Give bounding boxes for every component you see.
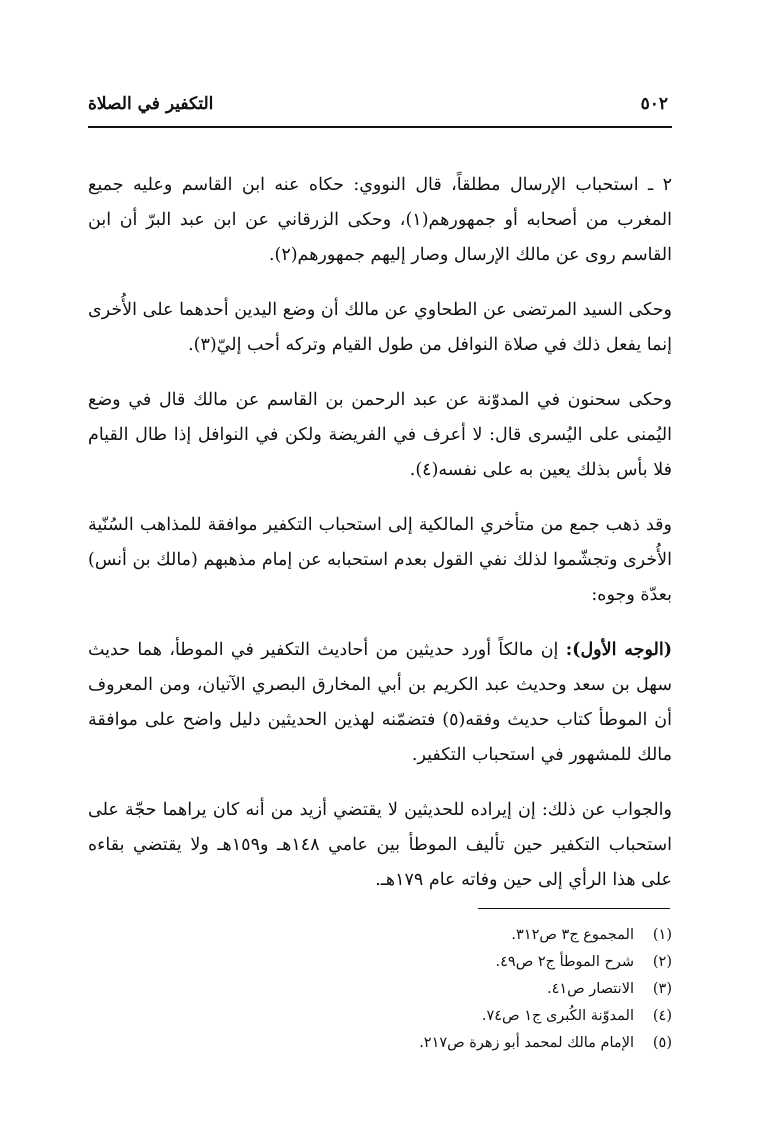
footnote-text: الانتصار ص٤١. bbox=[546, 981, 634, 997]
main-text bbox=[88, 168, 672, 918]
paragraph bbox=[88, 633, 672, 773]
footnote-number: (٢) bbox=[652, 954, 672, 970]
footnote-text: المجموع ج٣ ص٣١٢. bbox=[511, 927, 634, 943]
paragraph: والجواب عن ذلك: إن إيراده للحديثين لا يقتضي أزيد من أنه كان يراهما حجّة على استحباب التكفير حين تأليف الموطأ بين عامي ١٤٨هـ و١٥٩هـ ولا يقتضي بقاءه على هذا الرأي إلى حين وفاته عام ١٧٩هـ. bbox=[88, 800, 672, 890]
footnote-number: (١) bbox=[652, 927, 672, 943]
footnote-number: (٣) bbox=[652, 981, 672, 997]
footnote bbox=[88, 922, 672, 949]
paragraph: وحكى السيد المرتضى عن الطحاوي عن مالك أن وضع اليدين أحدهما على الأُخرى إنما يفعل ذلك في صلاة النوافل من طول القيام وتركه أحب إليّ(٣). bbox=[88, 300, 672, 355]
running-title: التكفير في الصلاة bbox=[88, 94, 214, 114]
footnote-number: (٤) bbox=[652, 1008, 672, 1024]
footnotes bbox=[88, 922, 672, 1057]
footnote-text: شرح الموطأ ج٢ ص٤٩. bbox=[495, 954, 634, 970]
footnote bbox=[88, 1030, 672, 1057]
section-heading: (الوجه الأول): bbox=[565, 640, 673, 660]
footnote bbox=[88, 976, 672, 1003]
paragraph: وقد ذهب جمع من متأخري المالكية إلى استحباب التكفير موافقة للمذاهب السُنّية الأُخرى وتجشّموا لذلك نفي القول بعدم استحبابه عن إمام مذهبهم (مالك بن أنس) بعدّة وجوه: bbox=[88, 515, 672, 605]
page-header bbox=[88, 86, 672, 128]
footnote-separator bbox=[478, 908, 670, 909]
paragraph: ٢ ـ استحباب الإرسال مطلقاً، قال النووي: حكاه عنه ابن القاسم وعليه جميع المغرب من أصحابه أو جمهورهم(١)، وحكى الزرقاني عن ابن عبد البرّ أن ابن القاسم روى عن مالك الإرسال وصار إليهم جمهورهم(٢). bbox=[88, 175, 672, 265]
footnote-number: (٥) bbox=[652, 1035, 672, 1051]
footnote-text: الإمام مالك لمحمد أبو زهرة ص٢١٧. bbox=[419, 1035, 634, 1051]
footnote bbox=[88, 1003, 672, 1030]
page-number: ٥٠٢ bbox=[640, 94, 668, 114]
footnote bbox=[88, 949, 672, 976]
footnote-text: المدوّنة الكُبرى ج١ ص٧٤. bbox=[481, 1008, 634, 1024]
paragraph: وحكى سحنون في المدوّنة عن عبد الرحمن بن القاسم عن مالك قال في وضع اليُمنى على اليُسرى قال: لا أعرف في الفريضة ولكن في النوافل إذا طال القيام فلا بأس بذلك يعين به على نفسه(٤). bbox=[88, 390, 672, 480]
paragraph-text: إن مالكاً أورد حديثين من أحاديث التكفير في الموطأ، هما حديث سهل بن سعد وحديث عبد الكريم بن أبي المخارق البصري الآتيان، ومن المعروف أن الموطأ كتاب حديث وفقه(٥) فتضمّنه لهذين الحديثين دليل واضح على موافقة مالك للمشهور في استحباب التكفير. bbox=[88, 640, 672, 765]
